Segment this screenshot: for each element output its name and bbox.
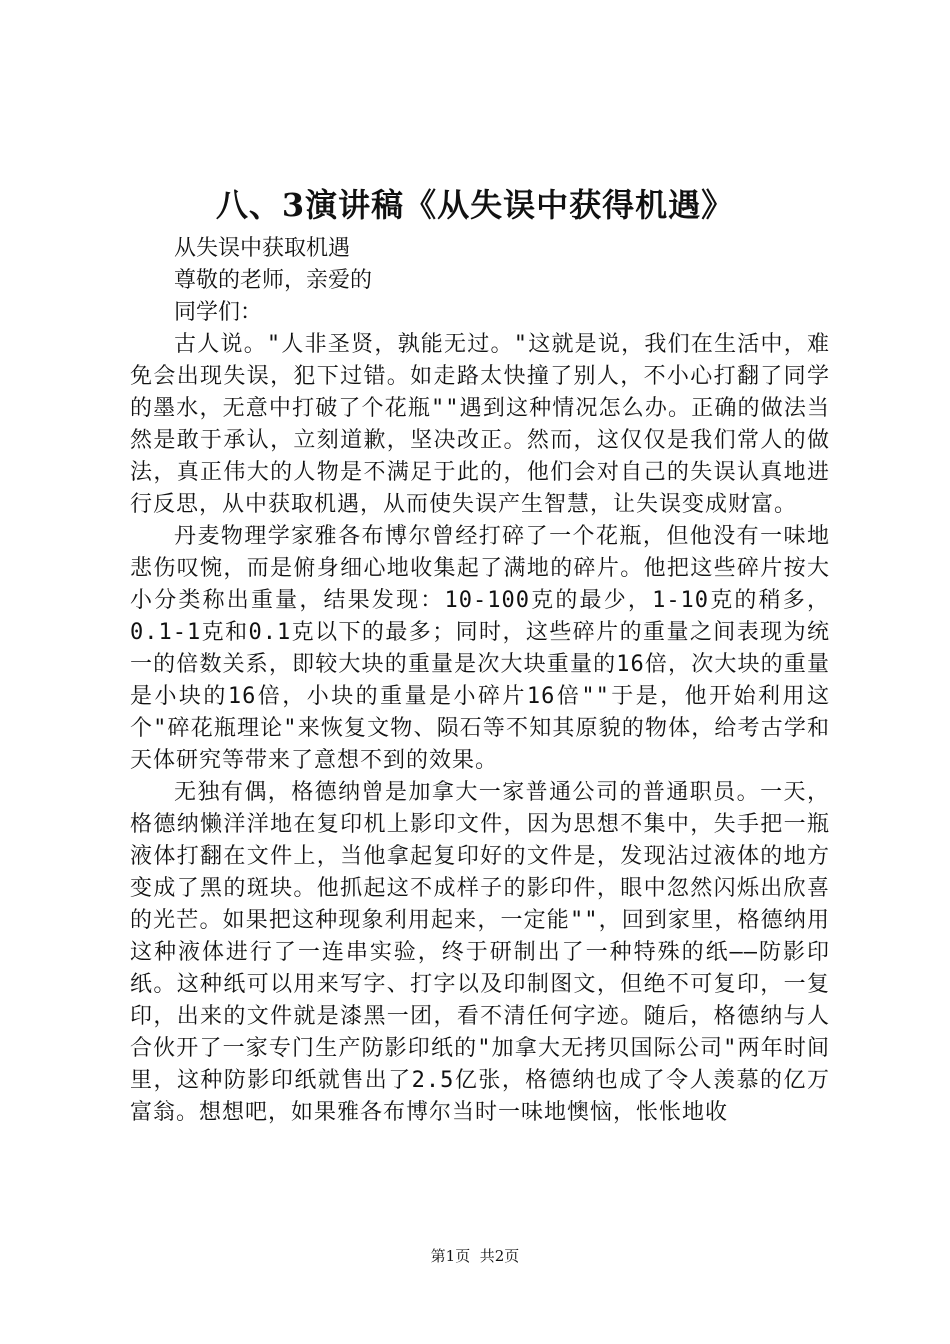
speech-subtitle: 从失误中获取机遇 xyxy=(174,236,351,261)
document-body xyxy=(130,233,830,1129)
paragraph-bohr-story: 丹麦物理学家雅各布博尔曾经打碎了一个花瓶，但他没有一味地悲伤叹惋，而是俯身细心地收集起了满地的碎片。他把这些碎片按大小分类称出重量，结果发现：10-100克的最少，1-10克的稍多，0.1-1克和0.1克以下的最多；同时，这些碎片的重量之间表现为统一的倍数关系，即较大块的重量是次大块重量的16倍，次大块的重量是小块的16倍，小块的重量是小碎片16倍""于是，他开始利用这个"碎花瓶理论"来恢复文物、陨石等不知其原貌的物体，给考古学和天体研究等带来了意想不到的效果。 xyxy=(130,524,830,773)
salutation-line-2: 同学们： xyxy=(174,300,263,325)
page-number-total: 共2页 xyxy=(479,1247,520,1265)
salutation-line-1: 尊敬的老师，亲爱的 xyxy=(174,268,373,293)
document-title: 八、3演讲稿《从失误中获得机遇》 xyxy=(215,186,735,224)
page-number-current: 第1页 xyxy=(430,1247,471,1265)
paragraph-gardner-story: 无独有偶，格德纳曾是加拿大一家普通公司的普通职员。一天，格德纳懒洋洋地在复印机上影印文件，因为思想不集中，失手把一瓶液体打翻在文件上，当他拿起复印好的文件是，发现沾过液体的地方变成了黑的斑块。他抓起这不成样子的影印件，眼中忽然闪烁出欣喜的光芒。如果把这种现象利用起来，一定能""，回到家里，格德纳用这种液体进行了一连串实验，终于研制出了一种特殊的纸——防影印纸。这种纸可以用来写字、打字以及印制图文，但绝不可复印，一复印，出来的文件就是漆黑一团，看不清任何字迹。随后，格德纳与人合伙开了一家专门生产防影印纸的"加拿大无拷贝国际公司"两年时间里，这种防影印纸就售出了2.5亿张，格德纳也成了令人羡慕的亿万富翁。想想吧，如果雅各布博尔当时一味地懊恼，怅怅地收 xyxy=(130,780,830,1125)
paragraph-intro: 古人说。"人非圣贤，孰能无过。"这就是说，我们在生活中，难免会出现失误，犯下过错。如走路太快撞了别人，不小心打翻了同学的墨水，无意中打破了个花瓶""遇到这种情况怎么办。正确的做法当然是敢于承认，立刻道歉，坚决改正。然而，这仅仅是我们常人的做法，真正伟大的人物是不满足于此的，他们会对自己的失误认真地进行反思，从中获取机遇，从而使失误产生智慧，让失误变成财富。 xyxy=(130,332,830,517)
page-footer xyxy=(0,1245,950,1267)
